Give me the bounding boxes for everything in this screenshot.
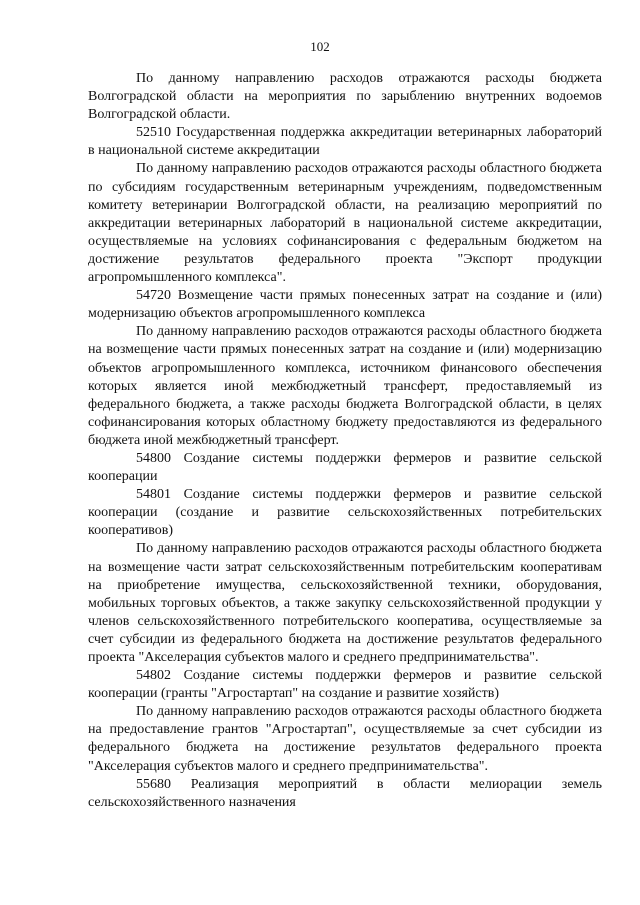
document-body [88,70,602,812]
page-number: 102 [310,39,330,54]
heading-54802-agrostartup-grants: 54802 Создание системы поддержки фермеров и развитие сельской кооперации (гранты "Агростартап" на создание и развитие хозяйств) [88,668,602,702]
heading-52510-vet-lab-accreditation: 52510 Государственная поддержка аккредитации ветеринарных лабораторий в национальной системе аккредитации [88,125,602,159]
heading-54801-cooperatives: 54801 Создание системы поддержки фермеров и развитие сельской кооперации (создание и развитие сельскохозяйственных потребительских кооперативов) [88,487,602,539]
paragraph-cooperatives-expenses: По данному направлению расходов отражаются расходы областного бюджета на возмещение части затрат сельскохозяйственным потребительским кооперативам на приобретение имущества, сельскохозяйственной техники, оборудования, мобильных торговых объектов, а также закупку сельскохозяйственной продукции у членов сельскохозяйственного потребительского кооператива, осуществляемые за счет субсидии из федерального бюджета на достижение результатов федерального проекта "Акселерация субъектов малого и среднего предпринимательства". [88,541,602,665]
heading-54720-agro-cost-reimbursement: 54720 Возмещение части прямых понесенных затрат на создание и (или) модернизацию объектов агропромышленного комплекса [88,288,602,322]
paragraph-agrostartup-grants-expenses: По данному направлению расходов отражаются расходы областного бюджета на предоставление грантов "Агростартап", осуществляемые за счет субсидии из федерального бюджета на достижение результатов федерального проекта "Акселерация субъектов малого и среднего предпринимательства". [88,704,602,774]
heading-54800-farmer-support-system: 54800 Создание системы поддержки фермеров и развитие сельской кооперации [88,450,602,485]
paragraph-agro-cost-reimbursement-expenses: По данному направлению расходов отражаются расходы областного бюджета на возмещение части прямых понесенных затрат на создание и (или) модернизацию объектов агропромышленного комплекса, источником финансового обеспечения которых является иной межбюджетный трансферт, предоставляемый из федерального бюджета, а также расходы бюджета Волгоградской области, в целях софинансирования которых областному бюджету предоставляются из федерального бюджета иной межбюджетный трансферт. [88,324,602,448]
paragraph-vet-lab-accreditation-expenses: По данному направлению расходов отражаются расходы областного бюджета по субсидиям государственным ветеринарным учреждениям, подведомственным комитету ветеринарии Волгоградской области, на реализацию мероприятий по аккредитации ветеринарных лабораторий в национальной системе аккредитации, осуществляемые на условиях софинансирования с федеральным бюджетом на достижение результатов федерального проекта "Экспорт продукции агропромышленного комплекса". [88,161,602,286]
paragraph-fish-stocking-expenses: По данному направлению расходов отражаются расходы бюджета Волгоградской области на мероприятия по зарыблению внутренних водоемов Волгоградской области. [88,71,602,123]
heading-55680-land-melioration: 55680 Реализация мероприятий в области мелиорации земель сельскохозяйственного назначения [88,776,602,810]
